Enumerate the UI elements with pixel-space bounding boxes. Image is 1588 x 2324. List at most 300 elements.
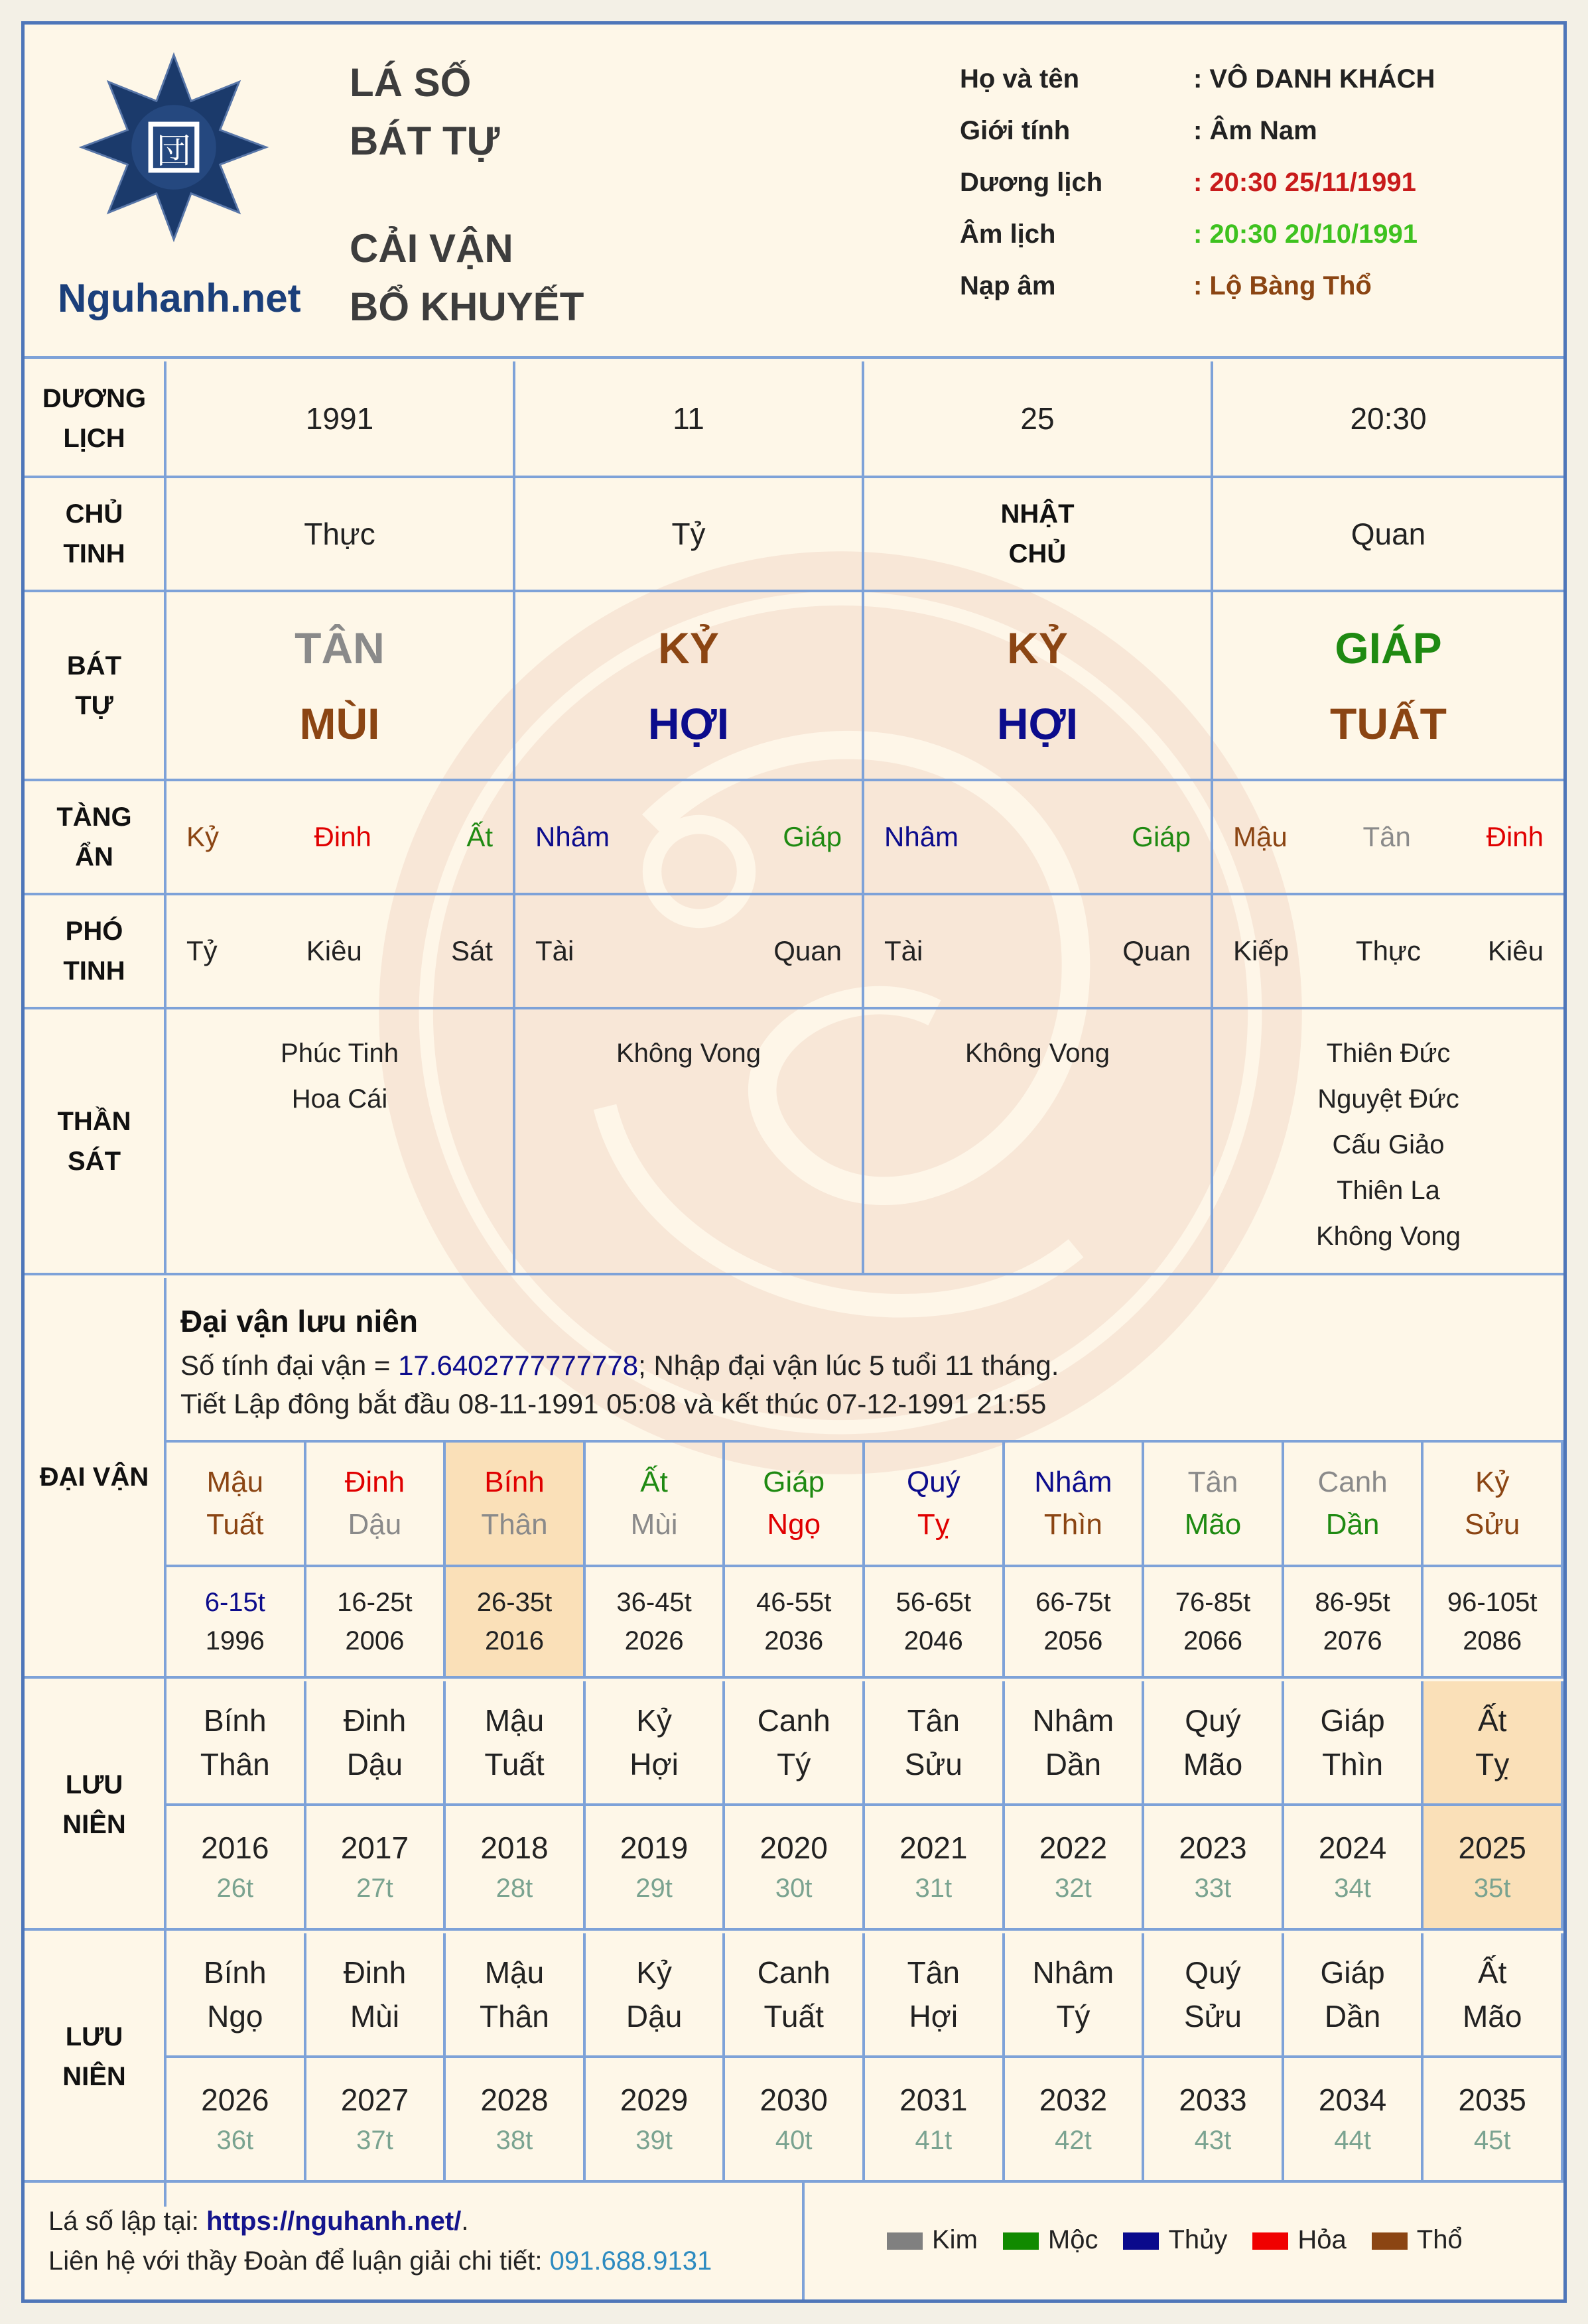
star-logo-icon: [78, 51, 270, 243]
luu-nien-can-chi: [1284, 1933, 1424, 2055]
year: 2027: [340, 2083, 409, 2117]
chu-tinh-cell: Tỷ: [671, 517, 706, 551]
than-sat-cell: [864, 1009, 1211, 1273]
can: Bính: [203, 1703, 267, 1738]
age: 26t: [216, 1874, 254, 1903]
tang-an-cell: [166, 781, 513, 893]
legend-swatch: [887, 2232, 923, 2250]
tang-an-label: [25, 781, 164, 893]
than-sat-cell: [1213, 1009, 1563, 1273]
luu-nien-can-chi: [1423, 1933, 1563, 2055]
dai-van-can-chi: [1005, 1443, 1145, 1565]
age: 31t: [915, 1874, 953, 1903]
footer-line-1: [48, 2207, 468, 2236]
start-year: 2076: [1323, 1626, 1382, 1655]
nhat-chu-line: NHẬT: [1000, 499, 1075, 529]
info-row: [960, 271, 1544, 311]
legend-swatch: [1003, 2232, 1039, 2250]
chi: Dần: [1045, 1747, 1102, 1781]
age: 39t: [635, 2126, 673, 2155]
year: 2026: [201, 2083, 269, 2117]
age: 45t: [1473, 2126, 1511, 2155]
chi: Dần: [1325, 1508, 1380, 1541]
can: Nhâm: [1032, 1703, 1114, 1738]
can: Giáp: [763, 1466, 825, 1498]
luu-nien-year: [865, 1806, 1005, 1928]
than-sat-item: Hoa Cái: [291, 1084, 388, 1114]
than-sat-cell: [166, 1009, 513, 1273]
chi: Hợi: [629, 1747, 679, 1781]
can: Đinh: [343, 1703, 407, 1738]
chi: Thìn: [1043, 1508, 1102, 1541]
age: 42t: [1055, 2126, 1092, 2155]
luu-nien-can-chi: [306, 1933, 446, 2055]
so-tinh-suffix: ; Nhập đại vận lúc 5 tuổi 11 tháng.: [638, 1350, 1059, 1381]
age-range: 86-95t: [1315, 1588, 1390, 1617]
chi: Thìn: [1322, 1747, 1384, 1781]
legend-item: [1123, 2225, 1227, 2255]
footer-prefix: Lá số lập tại:: [48, 2207, 206, 2236]
footer-link[interactable]: https://nguhanh.net/: [206, 2207, 462, 2236]
subtitle-block: [350, 220, 584, 336]
legend-label: Thổ: [1416, 2225, 1463, 2254]
can: Bính: [203, 1955, 267, 1990]
dia-chi: HỢI: [647, 698, 730, 748]
footer-suffix: .: [461, 2207, 469, 2236]
year: 2032: [1039, 2083, 1108, 2117]
footer-divider: [25, 2180, 1563, 2183]
age-range: 66-75t: [1035, 1588, 1111, 1617]
can: Tân: [1187, 1466, 1238, 1498]
luu-nien-can-chi: [446, 1933, 586, 2055]
year: 2023: [1179, 1831, 1247, 1865]
start-year: 2036: [764, 1626, 824, 1655]
dai-van-age: [1423, 1567, 1563, 1676]
can: Nhâm: [1032, 1955, 1114, 1990]
luu-nien-can-chi: [1144, 1933, 1284, 2055]
can: Ất: [1477, 1703, 1507, 1738]
dai-van-age: [1284, 1567, 1424, 1676]
dia-chi: TUẤT: [1330, 698, 1447, 748]
pho-tinh-item: Tài: [884, 935, 923, 966]
legend-label: Kim: [932, 2225, 978, 2254]
age: 33t: [1194, 1874, 1232, 1903]
so-tinh-number: 17.6402777777778: [398, 1350, 639, 1381]
element-legend: [887, 2225, 1463, 2255]
year: 2024: [1318, 1831, 1387, 1865]
luu-nien-year: [1423, 1806, 1563, 1928]
info-row: [960, 220, 1544, 259]
luu-nien-can-chi: [586, 1681, 726, 1803]
can: Đinh: [344, 1466, 405, 1498]
label-line: TINH: [63, 539, 125, 568]
luu-nien-year: [1144, 2058, 1284, 2180]
legend-item: [1003, 2225, 1098, 2255]
duong-lich-cell: 20:30: [1350, 401, 1427, 436]
can: Giáp: [1320, 1703, 1385, 1738]
year: 2033: [1179, 2083, 1247, 2117]
pho-tinh-cell: [515, 895, 862, 1007]
duong-lich-cell: 25: [1020, 401, 1055, 436]
can: Ất: [640, 1466, 668, 1498]
dai-van-can-chi: [586, 1443, 726, 1565]
can: Quý: [1185, 1703, 1241, 1738]
luu-nien-year: [1144, 1806, 1284, 1928]
age-range: 76-85t: [1175, 1588, 1251, 1617]
pho-tinh-item: Kiếp: [1233, 935, 1290, 966]
dai-van-can-chi: [1423, 1443, 1563, 1565]
age-range: 26-35t: [476, 1588, 553, 1617]
luu-nien-can-chi: [1144, 1681, 1284, 1803]
than-sat-item: Phúc Tinh: [281, 1039, 399, 1068]
chi: Dần: [1324, 1999, 1381, 2033]
pho-tinh-item: Sát: [450, 935, 493, 966]
title-line-2: BÁT TỰ: [350, 119, 500, 163]
legend-swatch: [1123, 2232, 1159, 2250]
can: Mậu: [484, 1955, 545, 1990]
legend-item: [1252, 2225, 1346, 2255]
luu-nien-year: [1284, 2058, 1424, 2180]
than-sat-item: Không Vong: [965, 1039, 1110, 1068]
bat-tu-cell: [1213, 592, 1563, 779]
pho-tinh-item: Quan: [773, 935, 842, 966]
pho-tinh-item: Kiêu: [1487, 935, 1544, 966]
can: Canh: [1317, 1466, 1388, 1498]
than-sat-item: Thiên La: [1337, 1176, 1440, 1205]
chu-tinh-cell: [864, 478, 1211, 590]
dai-van-age: [166, 1567, 306, 1676]
chi: Tỵ: [1475, 1747, 1510, 1781]
title-block: [350, 54, 499, 170]
dai-van-label: ĐẠI VẬN: [39, 1462, 149, 1492]
age-range: 16-25t: [337, 1588, 413, 1617]
than-sat-item: Không Vong: [616, 1039, 761, 1068]
year: 2019: [620, 1831, 689, 1865]
chi: Thân: [200, 1747, 270, 1781]
age: 34t: [1334, 1874, 1371, 1903]
can: Quý: [906, 1466, 960, 1498]
dai-van-can-chi: [446, 1443, 586, 1565]
can: Giáp: [1320, 1955, 1385, 1990]
dai-van-can-chi: [306, 1443, 446, 1565]
chi: Tý: [1056, 1999, 1091, 2033]
label-line: SÁT: [68, 1146, 121, 1176]
chi: Mão: [1184, 1508, 1242, 1541]
age-range: 46-55t: [756, 1588, 832, 1617]
luu-nien-can-chi: [586, 1933, 726, 2055]
can: Ất: [1477, 1955, 1507, 1990]
pho-tinh-cell: [1213, 895, 1563, 1007]
year: 2018: [480, 1831, 549, 1865]
age: 37t: [356, 2126, 393, 2155]
chi: Sửu: [904, 1747, 962, 1781]
can: Bính: [484, 1466, 545, 1498]
dai-van-can-chi: [1144, 1443, 1284, 1565]
pho-tinh-item: Quan: [1122, 935, 1191, 966]
year: 2028: [480, 2083, 549, 2117]
subtitle-line-1: CẢI VẬN: [350, 226, 513, 271]
chi: Mão: [1183, 1747, 1243, 1781]
year: 2029: [620, 2083, 689, 2117]
luu-nien-label: [25, 1933, 164, 2180]
legend-item: [887, 2225, 978, 2255]
year: 2034: [1318, 2083, 1387, 2117]
year: 2017: [340, 1831, 409, 1865]
thien-can: GIÁP: [1335, 623, 1442, 673]
tang-an-item: Giáp: [1132, 821, 1191, 852]
footer-line-2: [48, 2246, 712, 2276]
label-line: LƯU: [65, 2022, 123, 2051]
luu-nien-can-chi: [865, 1681, 1005, 1803]
luu-nien-year: [446, 2058, 586, 2180]
year: 2022: [1039, 1831, 1108, 1865]
chi: Thân: [481, 1508, 548, 1541]
luu-nien-year: [1005, 2058, 1145, 2180]
start-year: 2046: [903, 1626, 963, 1655]
label-line: NIÊN: [62, 1810, 126, 1839]
dai-van-age: [725, 1567, 865, 1676]
info-row: [960, 64, 1544, 104]
luu-nien-year: [166, 2058, 306, 2180]
thien-can: TÂN: [295, 623, 385, 673]
label-line: TÀNG: [56, 803, 132, 832]
dai-van-age: [865, 1567, 1005, 1676]
age: 35t: [1473, 1874, 1511, 1903]
chi: Sửu: [1465, 1508, 1520, 1541]
age: 40t: [775, 2126, 813, 2155]
info-value: : 20:30 20/10/1991: [1193, 220, 1418, 249]
luu-nien-year: [1005, 1806, 1145, 1928]
age-range: 6-15t: [204, 1588, 265, 1617]
info-label: Âm lịch: [960, 220, 1056, 249]
info-row: [960, 168, 1544, 208]
chi: Dậu: [626, 1999, 683, 2033]
tang-an-item: Mậu: [1233, 821, 1288, 852]
legend-label: Mộc: [1047, 2225, 1098, 2254]
age: 36t: [216, 2126, 254, 2155]
luu-nien-year: [446, 1806, 586, 1928]
than-sat-item: Nguyệt Đức: [1317, 1084, 1459, 1114]
luu-nien-label: [25, 1681, 164, 1928]
so-tinh-prefix: Số tính đại vận =: [180, 1350, 399, 1381]
info-label: Giới tính: [960, 116, 1071, 145]
bat-tu-cell: [515, 592, 862, 779]
chi: Hợi: [909, 1999, 959, 2033]
duong-lich-cell: 11: [673, 401, 704, 436]
dai-van-age: [306, 1567, 446, 1676]
than-sat-item: Thiên Đức: [1326, 1039, 1451, 1068]
chi: Tuất: [484, 1747, 545, 1781]
info-row: [960, 116, 1544, 156]
luu-nien-year: [725, 2058, 865, 2180]
pho-tinh-item: Tài: [535, 935, 574, 966]
year: 2020: [760, 1831, 828, 1865]
age: 30t: [775, 1874, 813, 1903]
start-year: 2006: [345, 1626, 405, 1655]
label-line: THẦN: [57, 1106, 131, 1136]
chi: Mùi: [350, 1999, 399, 2033]
duong-lich-cell: 1991: [305, 401, 374, 436]
start-year: 2016: [484, 1626, 544, 1655]
can: Đinh: [343, 1955, 407, 1990]
age: 28t: [496, 1874, 533, 1903]
age-range: 56-65t: [895, 1588, 971, 1617]
thien-can: KỶ: [1007, 623, 1068, 673]
chi: Tuất: [206, 1508, 264, 1541]
legend-label: Thủy: [1168, 2225, 1228, 2254]
chi: Dậu: [346, 1747, 403, 1781]
luu-nien-year: [725, 1806, 865, 1928]
can: Kỷ: [636, 1703, 672, 1738]
dai-van-can-chi: [865, 1443, 1005, 1565]
label-line: ẨN: [75, 842, 113, 871]
logo-char: 団: [156, 131, 192, 172]
dai-van-age: [586, 1567, 726, 1676]
contact-prefix: Liên hệ với thầy Đoàn để luận giải chi tiết:: [48, 2246, 550, 2276]
info-value: : VÔ DANH KHÁCH: [1193, 64, 1435, 94]
tang-an-item: Giáp: [783, 821, 842, 852]
age: 43t: [1194, 2126, 1232, 2155]
chi: Sửu: [1183, 1999, 1242, 2033]
luu-nien-can-chi: [166, 1933, 306, 2055]
legend-label: Hỏa: [1297, 2225, 1347, 2254]
pho-tinh-item: Kiêu: [306, 935, 362, 966]
age-range: 36-45t: [616, 1588, 692, 1617]
section-divider: [25, 1273, 1563, 1281]
dai-van-age: [446, 1567, 586, 1676]
luu-nien-can-chi: [1423, 1681, 1563, 1803]
can: Nhâm: [1034, 1466, 1112, 1498]
title-line-1: LÁ SỐ: [350, 60, 472, 105]
luu-nien-can-chi: [725, 1933, 865, 2055]
pho-tinh-cell: [166, 895, 513, 1007]
year: 2035: [1458, 2083, 1526, 2117]
luu-nien-year: [586, 1806, 726, 1928]
start-year: 2066: [1183, 1626, 1242, 1655]
year: 2031: [899, 2083, 968, 2117]
year: 2021: [899, 1831, 968, 1865]
tang-an-item: Tân: [1362, 821, 1411, 852]
bat-tu-label: [25, 592, 164, 779]
nhat-chu-line: CHỦ: [1008, 539, 1067, 568]
start-year: 2026: [624, 1626, 684, 1655]
luu-nien-year: [306, 2058, 446, 2180]
duong-lich-label: [25, 361, 164, 476]
chi: Ngọ: [767, 1508, 821, 1541]
tang-an-item: Kỷ: [186, 821, 220, 852]
pho-tinh-label: [25, 895, 164, 1007]
than-sat-item: Cấu Giảo: [1332, 1130, 1445, 1159]
dia-chi: MÙI: [299, 698, 380, 748]
tang-an-cell: [515, 781, 862, 893]
label-line: BÁT: [66, 651, 122, 680]
info-label: Dương lịch: [960, 168, 1103, 197]
dai-van-age: [1144, 1567, 1284, 1676]
dai-van-age: [1005, 1567, 1145, 1676]
chi: Thân: [480, 1999, 549, 2033]
chi: Dậu: [348, 1508, 402, 1541]
label-line: CHỦ: [65, 499, 123, 529]
la-so-sheet: [21, 21, 1567, 2303]
label-line: LƯU: [65, 1770, 123, 1799]
age: 27t: [356, 1874, 393, 1903]
luu-nien-can-chi: [865, 1933, 1005, 2055]
chu-tinh-cell: Quan: [1351, 517, 1426, 551]
luu-nien-year: [865, 2058, 1005, 2180]
can: Kỷ: [1475, 1466, 1510, 1498]
label-line: NIÊN: [62, 2062, 126, 2091]
dai-van-line-1: [180, 1350, 1059, 1382]
age: 38t: [496, 2126, 533, 2155]
than-sat-item: Không Vong: [1316, 1222, 1461, 1251]
year: 2025: [1458, 1831, 1526, 1865]
age: 29t: [635, 1874, 673, 1903]
col-divider: [802, 2183, 805, 2299]
can: Kỷ: [636, 1955, 672, 1990]
dai-van-line-2: Tiết Lập đông bắt đầu 08-11-1991 05:08 và kết thúc 07-12-1991 21:55: [180, 1388, 1047, 1419]
legend-swatch: [1252, 2232, 1288, 2250]
start-year: 1996: [205, 1626, 265, 1655]
age: 44t: [1334, 2126, 1371, 2155]
luu-nien-can-chi: [1284, 1681, 1424, 1803]
info-value: : Lộ Bàng Thổ: [1193, 271, 1372, 300]
age: 32t: [1055, 1874, 1092, 1903]
luu-nien-year: [1284, 1806, 1424, 1928]
can: Quý: [1185, 1955, 1241, 1990]
info-value: : 20:30 25/11/1991: [1193, 168, 1416, 197]
luu-nien-year: [166, 1806, 306, 1928]
than-sat-cell: [515, 1009, 862, 1273]
can: Tân: [907, 1955, 960, 1990]
tang-an-item: Đinh: [314, 821, 371, 852]
bat-tu-cell: [864, 592, 1211, 779]
label-line: LỊCH: [63, 424, 125, 453]
tang-an-cell: [1213, 781, 1563, 893]
bat-tu-cell: [166, 592, 513, 779]
pho-tinh-item: Tỷ: [186, 935, 218, 966]
tang-an-item: Ất: [466, 821, 493, 852]
info-value: : Âm Nam: [1193, 116, 1317, 145]
contact-phone[interactable]: 091.688.9131: [549, 2246, 712, 2276]
dai-van-can-chi: [725, 1443, 865, 1565]
luu-nien-can-chi: [1005, 1681, 1145, 1803]
luu-nien-can-chi: [166, 1681, 306, 1803]
tang-an-item: Nhâm: [884, 821, 959, 852]
can: Mậu: [206, 1466, 264, 1498]
dai-van-can-chi: [166, 1443, 306, 1565]
luu-nien-year: [1423, 2058, 1563, 2180]
info-label: Họ và tên: [960, 64, 1080, 94]
thien-can: KỶ: [658, 623, 719, 673]
luu-nien-can-chi: [1005, 1933, 1145, 2055]
year: 2016: [201, 1831, 269, 1865]
label-line: PHÓ: [65, 917, 123, 946]
chu-tinh-label: [25, 478, 164, 590]
luu-nien-can-chi: [446, 1681, 586, 1803]
age: 41t: [915, 2126, 953, 2155]
dai-van-heading: Đại vận lưu niên: [180, 1304, 418, 1338]
chi: Tỵ: [917, 1508, 950, 1541]
chi: Tuất: [763, 1999, 824, 2033]
label-line: TỰ: [75, 690, 113, 720]
brand-label[interactable]: Nguhanh.net: [58, 276, 301, 320]
can: Mậu: [484, 1703, 545, 1738]
tang-an-item: Nhâm: [535, 821, 610, 852]
luu-nien-can-chi: [306, 1681, 446, 1803]
label-line: TINH: [63, 956, 125, 986]
year: 2030: [760, 2083, 828, 2117]
can: Canh: [757, 1955, 830, 1990]
